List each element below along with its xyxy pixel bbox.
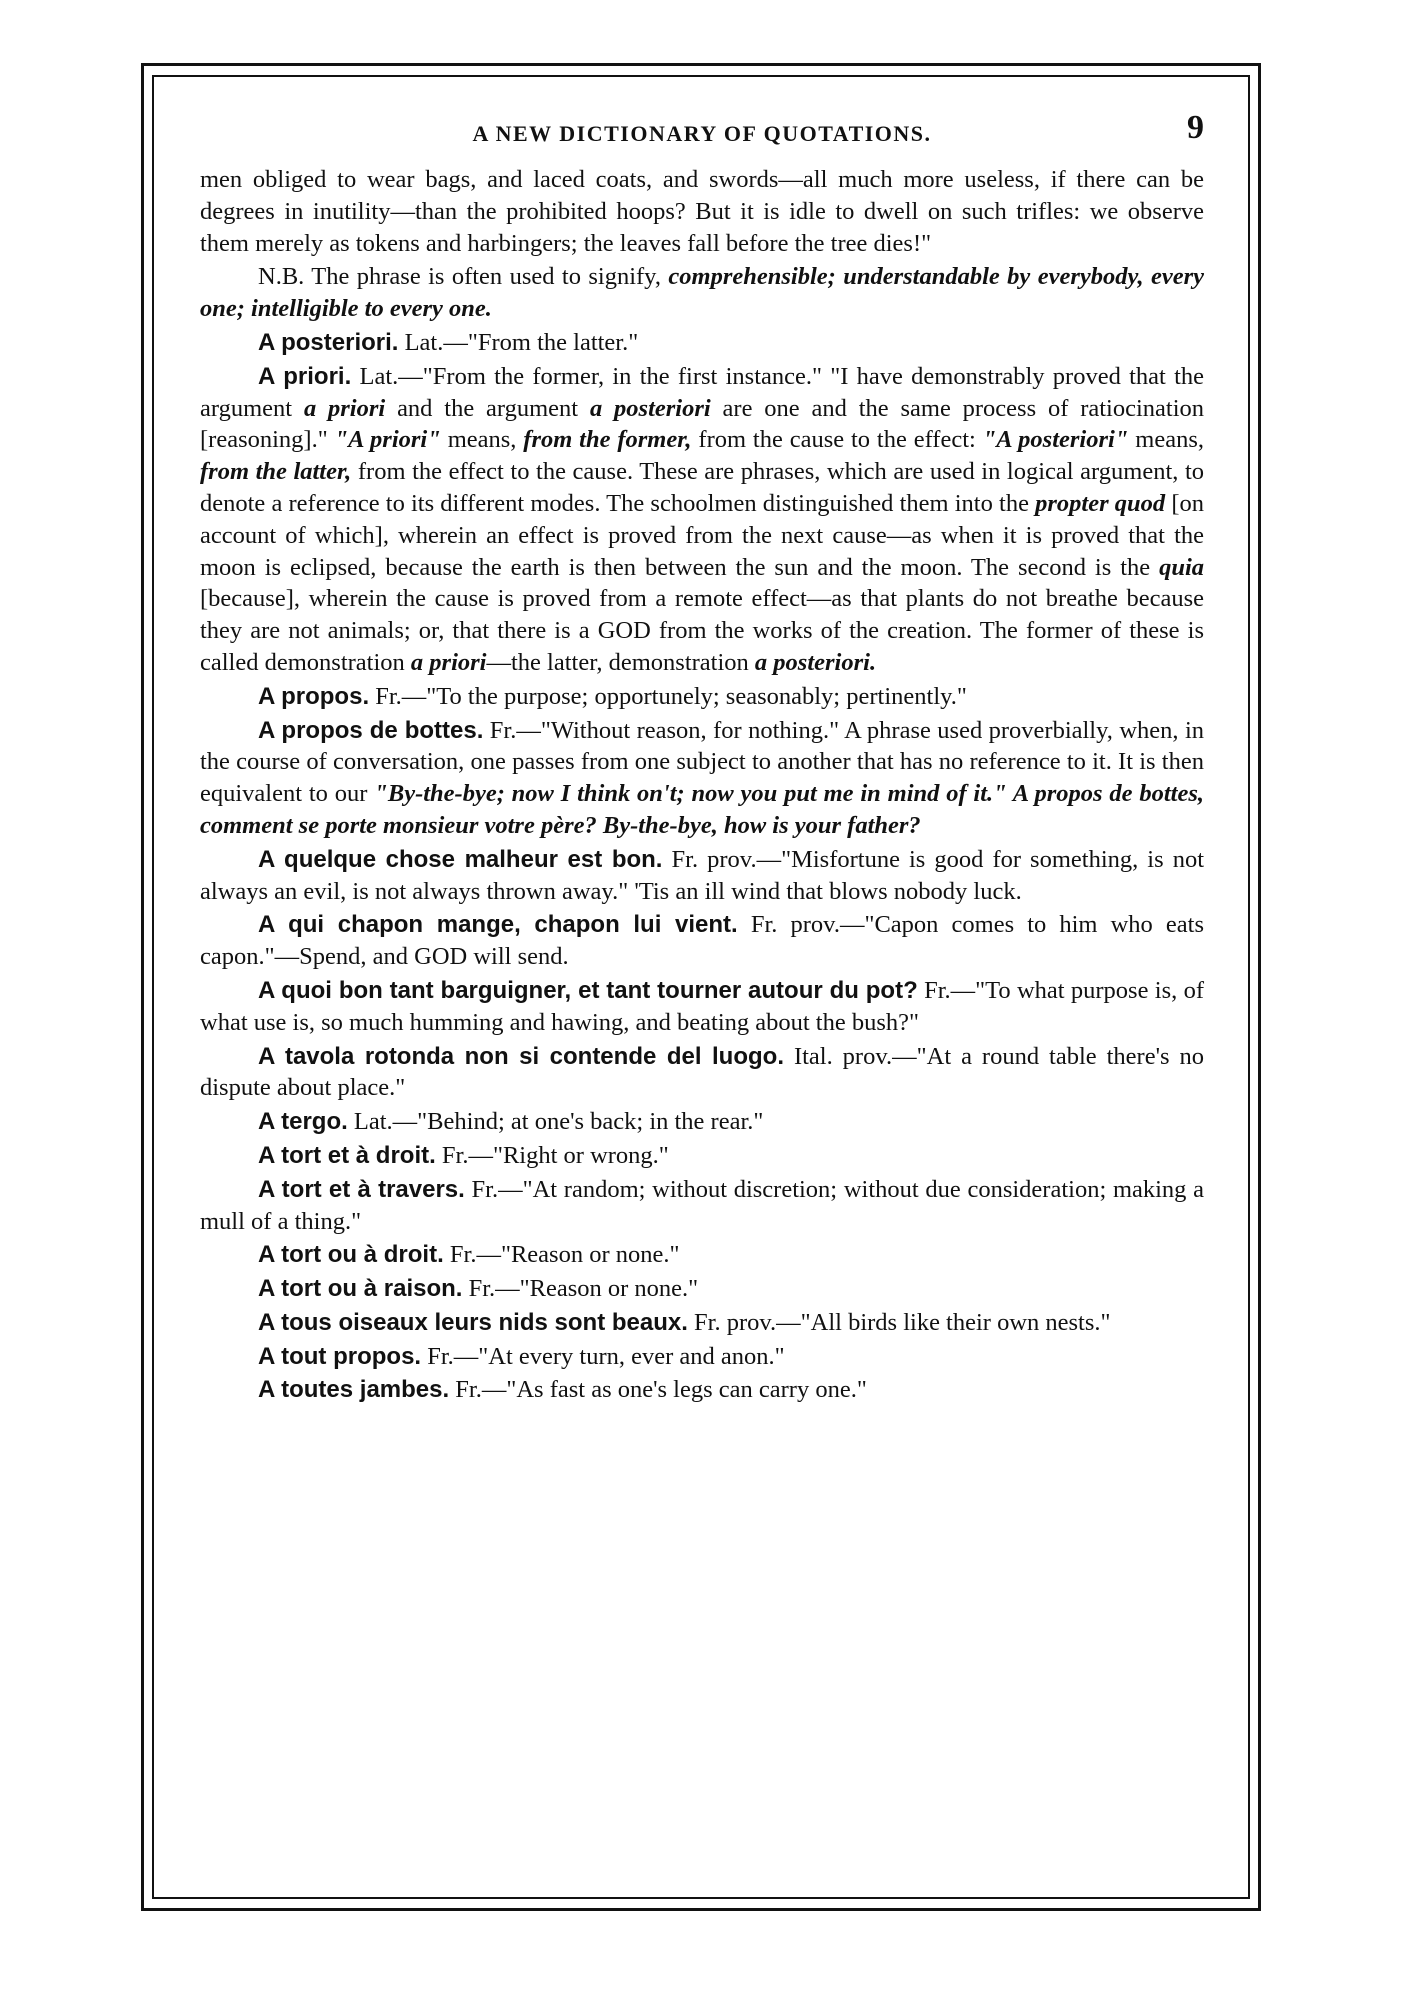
entry-headword: A toutes jambes. xyxy=(258,1376,450,1404)
entry-a-priori: A priori. Lat.—"From the former, in the first instance." "I have demonstrably proved that the argument a priori and the argument a posteriori are one and the same process of ratiocination [reasoning]." "A priori" means, from the former, from the cause to the effect: "A posteriori" means, from the latter, from the effect to the cause. These are phrases, which are used in logical argument, to denote a reference to its different modes. The schoolmen distinguished them into the propter quod [on account of which], wherein an effect is proved from the next cause—as when it is proved that the moon is eclipsed, because the earth is then between the sun and the moon. The second is the quia [because], wherein the cause is proved from a remote effect—as that plants do not breathe because they are not animals; or, that there is a GOD from the works of the creation. The former of these is called demonstration a priori—the latter, demonstration a posteriori. xyxy=(200,362,1205,676)
entry-tort-travers xyxy=(200,1174,1204,1238)
entry-headword: A tavola rotonda non si contende del luogo. xyxy=(258,1042,784,1070)
entry-headword: A priori. xyxy=(258,362,352,390)
entry-tavola xyxy=(200,1041,1204,1105)
running-header xyxy=(200,109,1204,156)
entry-headword: A tort et à travers. xyxy=(258,1175,465,1203)
entry-tort-ou-droit xyxy=(200,1239,1204,1271)
entry-definition: Fr.—"To the purpose; opportunely; seasonably; pertinently." xyxy=(375,682,967,710)
entry-definition: Fr.—"To what purpose is, of what use is, so much humming and hawing, and beating about the bush?" xyxy=(200,976,1204,1036)
entry-headword: A qui chapon mange, chapon lui vient. xyxy=(258,911,738,939)
entry-headword: A propos de bottes. xyxy=(258,716,484,744)
entry-a-posteriori xyxy=(200,327,1204,359)
entry-headword: A tergo. xyxy=(258,1108,348,1136)
entry-tout-propos xyxy=(200,1341,1204,1373)
entry-definition: Fr. prov.—"All birds like their own nests." xyxy=(694,1308,1111,1336)
entry-tort-ou-raison xyxy=(200,1273,1204,1305)
page-number: 9 xyxy=(1187,109,1204,146)
entry-definition: Fr.—"At every turn, ever and anon." xyxy=(427,1342,785,1370)
entry-headword: A tort et à droit. xyxy=(258,1141,436,1169)
nb-paragraph: N.B. The phrase is often used to signify, comprehensible; understandable by everybody, every one; intelligible to every one. xyxy=(200,263,1205,323)
entry-chapon xyxy=(200,909,1204,973)
entry-headword: A tort ou à droit. xyxy=(258,1241,444,1269)
entry-quelque-chose xyxy=(200,844,1204,908)
entry-definition: Fr. prov.—"Capon comes to him who eats capon."—Spend, and GOD will send. xyxy=(200,911,1204,971)
continuation-paragraph: men obliged to wear bags, and laced coats, and swords—all much more useless, if there can be degrees in inutility—than the prohibited hoops? But it is idle to dwell on such trifles: we observe them merely as tokens and harbingers; the leaves fall before the tree dies!" xyxy=(200,166,1204,257)
entry-definition: Ital. prov.—"At a round table there's no dispute about place." xyxy=(200,1042,1204,1102)
entry-headword: A tout propos. xyxy=(258,1342,422,1370)
entry-a-propos-de-bottes: A propos de bottes. Fr.—"Without reason, for nothing." A phrase used proverbially, when, in the course of conversation, one passes from one subject to another that has no reference to it. It is then equivalent to our "By-the-bye; now I think on't; now you put me in mind of it." A propos de bottes, comment se porte monsieur votre père? By-the-bye, how is your father? xyxy=(200,716,1205,839)
entry-tergo xyxy=(200,1106,1204,1138)
entry-toutes-jambes xyxy=(200,1374,1204,1406)
entry-definition: Fr.—"As fast as one's legs can carry one." xyxy=(455,1376,867,1404)
entry-tort-droit xyxy=(200,1140,1204,1172)
entry-barguigner xyxy=(200,975,1204,1039)
entry-definition: Fr.—"Reason or none." xyxy=(468,1275,699,1303)
entry-definition: Fr.—"Right or wrong." xyxy=(441,1141,669,1169)
entry-oiseaux xyxy=(200,1307,1204,1339)
page-content xyxy=(200,109,1205,1408)
entry-definition: Fr. prov.—"Misfortune is good for something, is not always an evil, is not always thrown away." 'Tis an ill wind that blows nobody luck. xyxy=(200,845,1205,905)
entry-headword: A quelque chose malheur est bon. xyxy=(258,845,663,873)
entry-definition: Lat.—"Behind; at one's back; in the rear." xyxy=(353,1108,764,1136)
entry-headword: A posteriori. xyxy=(258,328,399,356)
entry-definition: Fr.—"Reason or none." xyxy=(449,1241,680,1269)
entry-headword: A tous oiseaux leurs nids sont beaux. xyxy=(258,1308,688,1336)
entry-definition: Fr.—"At random; without discretion; without due consideration; making a mull of a thing." xyxy=(200,1175,1205,1235)
header-title: A NEW DICTIONARY OF QUOTATIONS. xyxy=(472,121,932,146)
entry-headword: A propos. xyxy=(258,682,370,710)
entry-headword: A tort ou à raison. xyxy=(258,1275,463,1303)
entry-a-propos xyxy=(200,681,1204,713)
entry-definition: Lat.—"From the latter." xyxy=(404,328,639,356)
entry-headword: A quoi bon tant barguigner, et tant tourner autour du pot? xyxy=(258,976,918,1004)
